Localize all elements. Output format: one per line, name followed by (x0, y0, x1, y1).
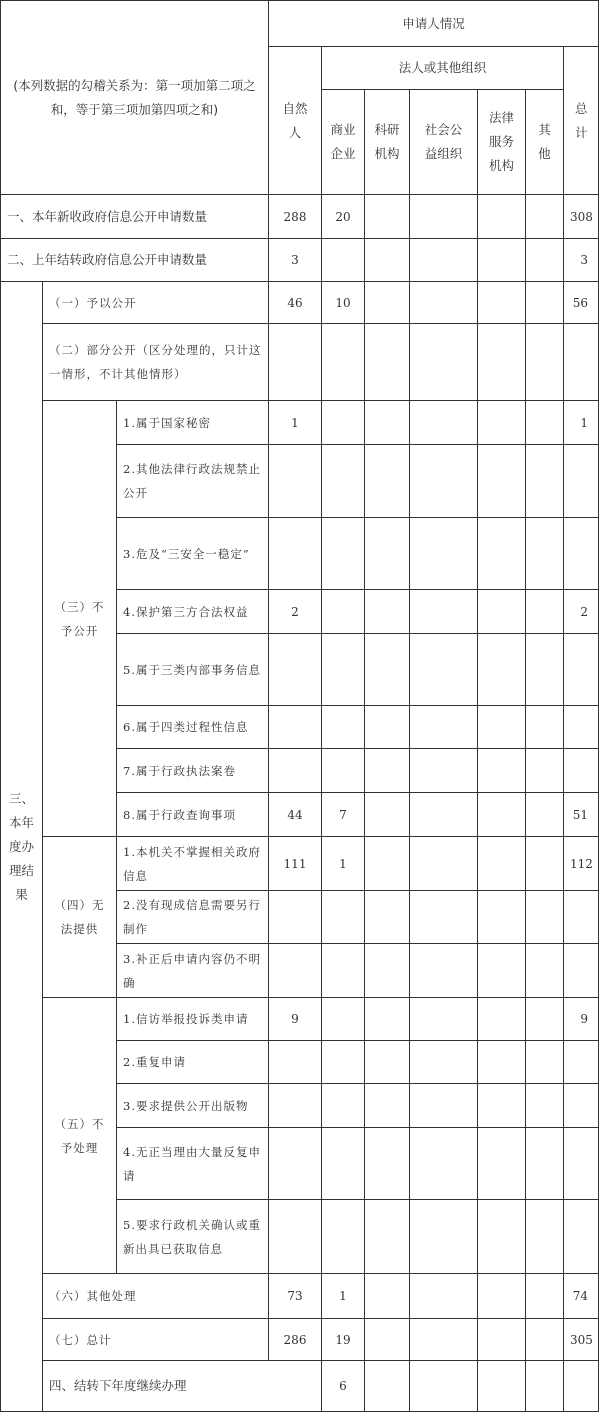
empty-cell (526, 891, 564, 944)
empty-cell (322, 749, 365, 793)
empty-cell (564, 749, 599, 793)
empty-cell (269, 1128, 322, 1200)
empty-cell (269, 445, 322, 518)
empty-cell (322, 1041, 365, 1084)
empty-cell (322, 401, 365, 445)
empty-cell (526, 195, 564, 239)
cell-natural: 286 (269, 1319, 322, 1361)
empty-cell (526, 1200, 564, 1274)
empty-cell (410, 1200, 478, 1274)
cell-total: 2 (564, 590, 599, 634)
item-label: 4.无正当理由大量反复申请 (117, 1128, 269, 1200)
cell-natural: 9 (269, 998, 322, 1041)
empty-cell (526, 590, 564, 634)
cell-natural: 73 (269, 1274, 322, 1319)
item-label: 2.重复申请 (117, 1041, 269, 1084)
empty-cell (365, 590, 410, 634)
group-label: （四）无法提供 (43, 837, 117, 998)
empty-cell (322, 891, 365, 944)
table-row (1, 324, 599, 401)
empty-cell (410, 324, 478, 401)
empty-cell (526, 1041, 564, 1084)
empty-cell (365, 634, 410, 706)
empty-cell (478, 324, 526, 401)
empty-cell (410, 590, 478, 634)
item-label: 5.属于三类内部事务信息 (117, 634, 269, 706)
empty-cell (526, 793, 564, 837)
empty-cell (365, 793, 410, 837)
empty-cell (410, 1274, 478, 1319)
empty-cell (322, 998, 365, 1041)
empty-cell (410, 793, 478, 837)
empty-cell (564, 1084, 599, 1128)
empty-cell (322, 324, 365, 401)
empty-cell (410, 445, 478, 518)
empty-cell (365, 195, 410, 239)
legal-entities-header: 法人或其他组织 (322, 47, 564, 90)
empty-cell (269, 891, 322, 944)
empty-cell (478, 518, 526, 590)
empty-cell (269, 324, 322, 401)
empty-cell (365, 282, 410, 324)
cell-natural: 44 (269, 793, 322, 837)
empty-cell (478, 239, 526, 282)
empty-cell (526, 837, 564, 891)
table-row (1, 401, 599, 445)
empty-cell (564, 891, 599, 944)
empty-cell (365, 1084, 410, 1128)
row-label: （六）其他处理 (43, 1274, 269, 1319)
cell-total: 1 (564, 401, 599, 445)
empty-cell (410, 944, 478, 998)
empty-cell (410, 195, 478, 239)
section-three-label: 三、本年度办理结果 (1, 282, 43, 1412)
empty-cell (478, 1361, 526, 1412)
empty-cell (478, 793, 526, 837)
cell-commercial: 1 (322, 1274, 365, 1319)
empty-cell (322, 445, 365, 518)
empty-cell (478, 837, 526, 891)
table-row (1, 998, 599, 1041)
empty-cell (478, 706, 526, 749)
commercial-header: 商业企业 (322, 90, 365, 195)
item-label: 2.没有现成信息需要另行制作 (117, 891, 269, 944)
group-label: （五）不予处理 (43, 998, 117, 1274)
empty-cell (365, 324, 410, 401)
empty-cell (564, 706, 599, 749)
empty-cell (322, 590, 365, 634)
empty-cell (365, 1200, 410, 1274)
total-header: 总计 (564, 47, 599, 195)
empty-cell (564, 1128, 599, 1200)
empty-cell (478, 401, 526, 445)
item-label: 3.补正后申请内容仍不明确 (117, 944, 269, 998)
empty-cell (564, 1041, 599, 1084)
cell-commercial: 10 (322, 282, 365, 324)
empty-cell (478, 1274, 526, 1319)
cell-commercial: 19 (322, 1319, 365, 1361)
row-label: （七）总计 (43, 1319, 269, 1361)
empty-cell (269, 1084, 322, 1128)
empty-cell (526, 239, 564, 282)
empty-cell (478, 634, 526, 706)
empty-cell (322, 1200, 365, 1274)
cell-natural: 3 (269, 239, 322, 282)
empty-cell (564, 1361, 599, 1412)
cell-commercial: 20 (322, 195, 365, 239)
empty-cell (269, 944, 322, 998)
empty-cell (526, 944, 564, 998)
table-row (1, 1274, 599, 1319)
empty-cell (564, 944, 599, 998)
cell-total: 74 (564, 1274, 599, 1319)
cell-total: 51 (564, 793, 599, 837)
empty-cell (526, 1319, 564, 1361)
empty-cell (526, 1274, 564, 1319)
cell-commercial: 7 (322, 793, 365, 837)
empty-cell (564, 324, 599, 401)
empty-cell (526, 634, 564, 706)
empty-cell (269, 706, 322, 749)
empty-cell (365, 401, 410, 445)
empty-cell (478, 1319, 526, 1361)
empty-cell (526, 1361, 564, 1412)
row-label: 一、本年新收政府信息公开申请数量 (1, 195, 269, 239)
empty-cell (526, 282, 564, 324)
cell-natural: 1 (269, 401, 322, 445)
item-label: 1.属于国家秘密 (117, 401, 269, 445)
empty-cell (410, 1128, 478, 1200)
table-row (1, 282, 599, 324)
header-note: (本列数据的勾稽关系为：第一项加第二项之和，等于第三项加第四项之和) (1, 1, 269, 195)
cell-total: 112 (564, 837, 599, 891)
empty-cell (478, 891, 526, 944)
empty-cell (269, 634, 322, 706)
item-label: 1.本机关不掌握相关政府信息 (117, 837, 269, 891)
empty-cell (410, 998, 478, 1041)
public-welfare-header: 社会公益组织 (410, 90, 478, 195)
item-label: 3.危及“三安全一稳定” (117, 518, 269, 590)
empty-cell (410, 634, 478, 706)
table-row (1, 1319, 599, 1361)
empty-cell (410, 239, 478, 282)
cell-natural: 2 (269, 590, 322, 634)
cell-total: 56 (564, 282, 599, 324)
empty-cell (410, 891, 478, 944)
research-header: 科研机构 (365, 90, 410, 195)
empty-cell (526, 445, 564, 518)
empty-cell (478, 195, 526, 239)
item-label: 4.保护第三方合法权益 (117, 590, 269, 634)
row-label: 四、结转下年度继续办理 (43, 1361, 322, 1412)
item-label: 8.属于行政查询事项 (117, 793, 269, 837)
empty-cell (410, 518, 478, 590)
empty-cell (410, 706, 478, 749)
empty-cell (322, 706, 365, 749)
empty-cell (322, 518, 365, 590)
empty-cell (478, 1041, 526, 1084)
empty-cell (564, 518, 599, 590)
empty-cell (478, 282, 526, 324)
natural-person-header: 自然人 (269, 47, 322, 195)
table-row (1, 837, 599, 891)
table-row (1, 239, 599, 282)
empty-cell (365, 239, 410, 282)
empty-cell (365, 998, 410, 1041)
applicant-situation-header: 申请人情况 (269, 1, 599, 47)
header-row-1 (1, 1, 599, 47)
row-label: 二、上年结转政府信息公开申请数量 (1, 239, 269, 282)
legal-service-header: 法律服务机构 (478, 90, 526, 195)
empty-cell (365, 749, 410, 793)
empty-cell (269, 1041, 322, 1084)
item-label: 7.属于行政执法案卷 (117, 749, 269, 793)
empty-cell (365, 1128, 410, 1200)
empty-cell (410, 1319, 478, 1361)
empty-cell (410, 282, 478, 324)
empty-cell (269, 749, 322, 793)
group-label: （三）不予公开 (43, 401, 117, 837)
empty-cell (564, 1200, 599, 1274)
empty-cell (410, 1041, 478, 1084)
empty-cell (410, 837, 478, 891)
item-label: 2.其他法律行政法规禁止公开 (117, 445, 269, 518)
empty-cell (478, 1128, 526, 1200)
cell-natural: 111 (269, 837, 322, 891)
cell-total: 308 (564, 195, 599, 239)
empty-cell (526, 1128, 564, 1200)
empty-cell (526, 706, 564, 749)
item-label: 3.要求提供公开出版物 (117, 1084, 269, 1128)
row-label: （一）予以公开 (43, 282, 269, 324)
empty-cell (365, 891, 410, 944)
empty-cell (365, 518, 410, 590)
empty-cell (478, 590, 526, 634)
cell-total: 9 (564, 998, 599, 1041)
empty-cell (365, 1041, 410, 1084)
empty-cell (564, 634, 599, 706)
empty-cell (365, 1274, 410, 1319)
empty-cell (526, 1084, 564, 1128)
empty-cell (526, 749, 564, 793)
empty-cell (478, 1084, 526, 1128)
empty-cell (322, 239, 365, 282)
cell-natural: 6 (322, 1361, 365, 1412)
empty-cell (526, 998, 564, 1041)
empty-cell (365, 944, 410, 998)
empty-cell (365, 706, 410, 749)
empty-cell (478, 445, 526, 518)
cell-natural: 288 (269, 195, 322, 239)
empty-cell (269, 518, 322, 590)
empty-cell (410, 1084, 478, 1128)
empty-cell (322, 944, 365, 998)
empty-cell (322, 1128, 365, 1200)
empty-cell (410, 1361, 478, 1412)
cell-total: 305 (564, 1319, 599, 1361)
empty-cell (564, 445, 599, 518)
empty-cell (478, 749, 526, 793)
empty-cell (322, 1084, 365, 1128)
empty-cell (269, 1200, 322, 1274)
item-label: 6.属于四类过程性信息 (117, 706, 269, 749)
empty-cell (365, 1361, 410, 1412)
empty-cell (478, 1200, 526, 1274)
cell-commercial: 1 (322, 837, 365, 891)
table-row (1, 195, 599, 239)
item-label: 5.要求行政机关确认或重新出具已获取信息 (117, 1200, 269, 1274)
other-header: 其他 (526, 90, 564, 195)
table-row (1, 1361, 599, 1412)
item-label: 1.信访举报投诉类申请 (117, 998, 269, 1041)
empty-cell (322, 634, 365, 706)
empty-cell (410, 749, 478, 793)
empty-cell (365, 1319, 410, 1361)
empty-cell (478, 944, 526, 998)
empty-cell (526, 518, 564, 590)
row-label: （二）部分公开（区分处理的，只计这一情形，不计其他情形） (43, 324, 269, 401)
empty-cell (526, 401, 564, 445)
empty-cell (365, 837, 410, 891)
cell-natural: 46 (269, 282, 322, 324)
empty-cell (478, 998, 526, 1041)
empty-cell (365, 445, 410, 518)
cell-total: 3 (564, 239, 599, 282)
empty-cell (410, 401, 478, 445)
empty-cell (526, 324, 564, 401)
